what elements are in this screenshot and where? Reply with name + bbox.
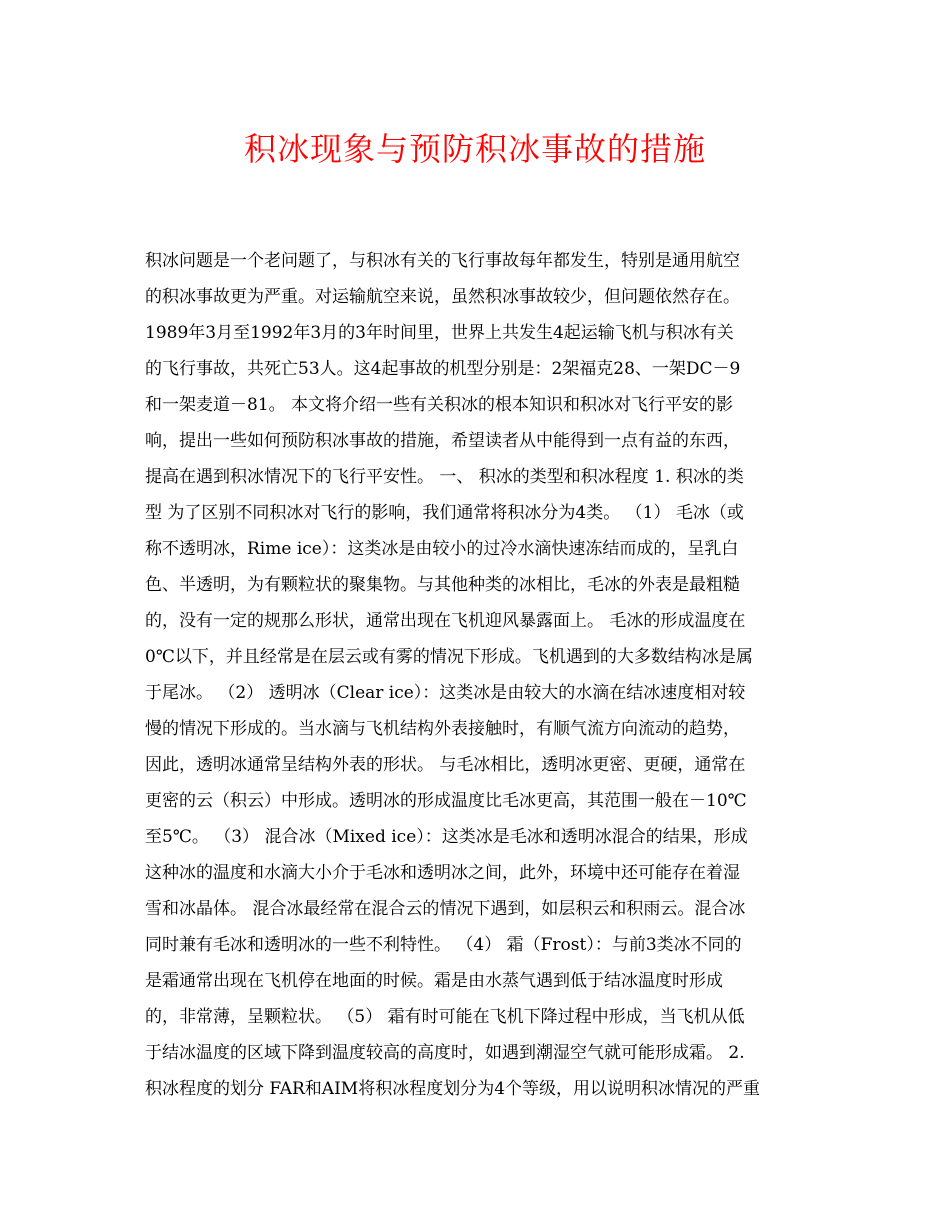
body-line: 于尾冰。 （2） 透明冰（Clear ice）：这类冰是由较大的水滴在结冰速度相对较 [145,683,746,703]
body-line: 更密的云（积云）中形成。透明冰的形成温度比毛冰更高，其范围一般在－10℃ [145,791,747,811]
body-line: 至5℃。 （3） 混合冰（Mixed ice）：这类冰是毛冰和透明冰混合的结果，形成 [145,827,748,847]
body-line: 于结冰温度的区域下降到温度较高的高度时，如遇到潮湿空气就可能形成霜。 2. [145,1043,745,1063]
body-line: 的飞行事故，共死亡53人。这4起事故的机型分别是：2架福克28、一架DC－9 [145,359,741,379]
body-line: 的，没有一定的规那么形状，通常出现在飞机迎风暴露面上。 毛冰的形成温度在 [145,611,746,631]
body-line: 因此，透明冰通常呈结构外表的形状。 与毛冰相比，透明冰更密、更硬，通常在 [145,755,746,775]
body-line: 雪和冰晶体。 混合冰最经常在混合云的情况下遇到，如层积云和积雨云。混合冰 [145,899,746,919]
body-line: 1989年3月至1992年3月的3年时间里，世界上共发生4起运输飞机与积冰有关 [145,323,734,343]
body-line: 型 为了区别不同积冰对飞行的影响，我们通常将积冰分为4类。 （1） 毛冰（或 [145,503,744,523]
body-line: 积冰程度的划分 FAR和AIM将积冰程度划分为4个等级，用以说明积冰情况的严重 [145,1079,761,1099]
document-body [145,243,805,1107]
body-line: 和一架麦道－81。 本文将介绍一些有关积冰的根本知识和积冰对飞行平安的影 [145,395,734,415]
body-line: 色、半透明，为有颗粒状的聚集物。与其他种类的冰相比，毛冰的外表是最粗糙 [145,575,740,595]
document-title: 积冰现象与预防积冰事故的措施 [243,130,706,168]
body-line: 是霜通常出现在飞机停在地面的时候。霜是由水蒸气遇到低于结冰温度时形成 [145,971,723,991]
body-line: 的，非常薄，呈颗粒状。 （5） 霜有时可能在飞机下降过程中形成，当飞机从低 [145,1007,745,1027]
body-line: 提高在遇到积冰情况下的飞行平安性。 一、 积冰的类型和积冰程度 1. 积冰的类 [145,467,744,487]
body-line: 同时兼有毛冰和透明冰的一些不利特性。 （4） 霜（Frost）：与前3类冰不同的 [145,935,742,955]
body-line: 响，提出一些如何预防积冰事故的措施，希望读者从中能得到一点有益的东西， [145,431,740,451]
body-line: 慢的情况下形成的。当水滴与飞机结构外表接触时，有顺气流方向流动的趋势， [145,719,740,739]
body-line: 0℃以下，并且经常是在层云或有雾的情况下形成。飞机遇到的大多数结构冰是属 [145,647,753,667]
body-line: 称不透明冰，Rime ice）：这类冰是由较小的过冷水滴快速冻结而成的，呈乳白 [145,539,739,559]
body-line: 的积冰事故更为严重。对运输航空来说，虽然积冰事故较少，但问题依然存在。 [145,287,740,307]
body-line: 这种冰的温度和水滴大小介于毛冰和透明冰之间，此外，环境中还可能存在着湿 [145,863,740,883]
body-line: 积冰问题是一个老问题了，与积冰有关的飞行事故每年都发生，特别是通用航空 [145,251,740,271]
